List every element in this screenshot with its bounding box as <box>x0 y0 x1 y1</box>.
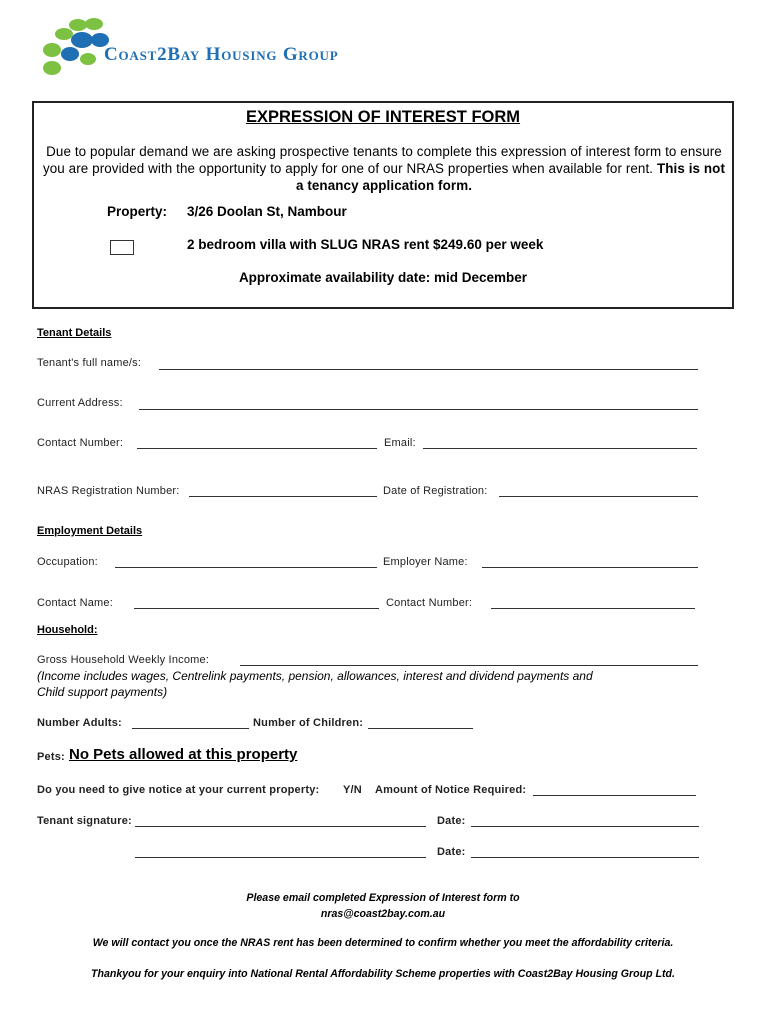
second-date-field[interactable] <box>471 857 699 858</box>
signature-date-label: Date: <box>437 815 466 827</box>
number-adults-field[interactable] <box>132 728 249 729</box>
signature-date-field[interactable] <box>471 826 699 827</box>
number-children-field[interactable] <box>368 728 473 729</box>
intro-bold-note: This is not a tenancy application form. <box>295 161 726 193</box>
employer-name-label: Employer Name: <box>383 556 468 568</box>
employer-contact-name-label: Contact Name: <box>37 597 113 609</box>
employer-contact-number-label: Contact Number: <box>386 597 473 609</box>
nras-number-field[interactable] <box>189 496 377 497</box>
nras-number-label: NRAS Registration Number: <box>37 485 180 497</box>
email-label: Email: <box>384 437 416 449</box>
contact-number-label: Contact Number: <box>37 437 124 449</box>
employer-name-field[interactable] <box>482 567 698 568</box>
notice-amount-label: Amount of Notice Required: <box>375 784 527 796</box>
notice-amount-field[interactable] <box>533 795 696 796</box>
weekly-income-field[interactable] <box>240 665 698 666</box>
notice-question: Do you need to give notice at your current property: <box>37 784 320 796</box>
pets-value: No Pets allowed at this property <box>69 746 298 763</box>
contact-note: We will contact you once the NRAS rent has been determined to confirm whether you meet the affordability criteria. <box>92 937 674 949</box>
number-adults-label: Number Adults: <box>37 717 122 729</box>
occupation-label: Occupation: <box>37 556 98 568</box>
employer-contact-name-field[interactable] <box>134 608 379 609</box>
household-heading: Household: <box>37 624 98 636</box>
intro-paragraph: Due to popular demand we are asking prospective tenants to complete this expression of interest form to ensure you are provided with the opportunity to apply for one of our NRAS properties when available for rent. <box>42 144 722 176</box>
tenant-name-field[interactable] <box>159 369 698 370</box>
current-address-field[interactable] <box>139 409 698 410</box>
second-date-label: Date: <box>437 846 466 858</box>
tenant-name-label: Tenant's full name/s: <box>37 357 142 369</box>
second-signature-field[interactable] <box>135 857 426 858</box>
registration-date-field[interactable] <box>499 496 698 497</box>
tenant-details-heading: Tenant Details <box>37 327 112 339</box>
weekly-income-label: Gross Household Weekly Income: <box>37 654 210 666</box>
employer-contact-number-field[interactable] <box>491 608 695 609</box>
availability-date: Approximate availability date: mid December <box>238 270 528 285</box>
income-note-1: (Income includes wages, Centrelink payments, pension, allowances, interest and dividend payments and <box>37 669 593 683</box>
income-note-2: Child support payments) <box>37 685 168 699</box>
notice-yn: Y/N <box>343 784 362 796</box>
email-instruction-1: Please email completed Expression of Interest form to <box>246 892 520 904</box>
property-description: 2 bedroom villa with SLUG NRAS rent $249.60 per week <box>187 237 544 252</box>
tenant-signature-field[interactable] <box>135 826 426 827</box>
current-address-label: Current Address: <box>37 397 123 409</box>
property-label: Property: <box>107 204 168 219</box>
occupation-field[interactable] <box>115 567 377 568</box>
contact-number-field[interactable] <box>137 448 377 449</box>
form-title: EXPRESSION OF INTEREST FORM <box>245 108 521 126</box>
email-field[interactable] <box>423 448 697 449</box>
property-address: 3/26 Doolan St, Nambour <box>187 204 347 219</box>
email-instruction-2: nras@coast2bay.com.au <box>320 908 446 920</box>
number-children-label: Number of Children: <box>253 717 364 729</box>
employment-details-heading: Employment Details <box>37 525 143 537</box>
logo-text: Coast2Bay Housing Group <box>104 44 339 65</box>
intro-text <box>40 143 728 194</box>
registration-date-label: Date of Registration: <box>383 485 488 497</box>
pets-label: Pets: <box>37 751 65 763</box>
tenant-signature-label: Tenant signature: <box>37 815 132 827</box>
thanks-note: Thankyou for your enquiry into National Rental Affordability Scheme properties with Coast2Bay Housing Group Ltd. <box>91 968 675 980</box>
property-checkbox[interactable] <box>110 240 134 255</box>
